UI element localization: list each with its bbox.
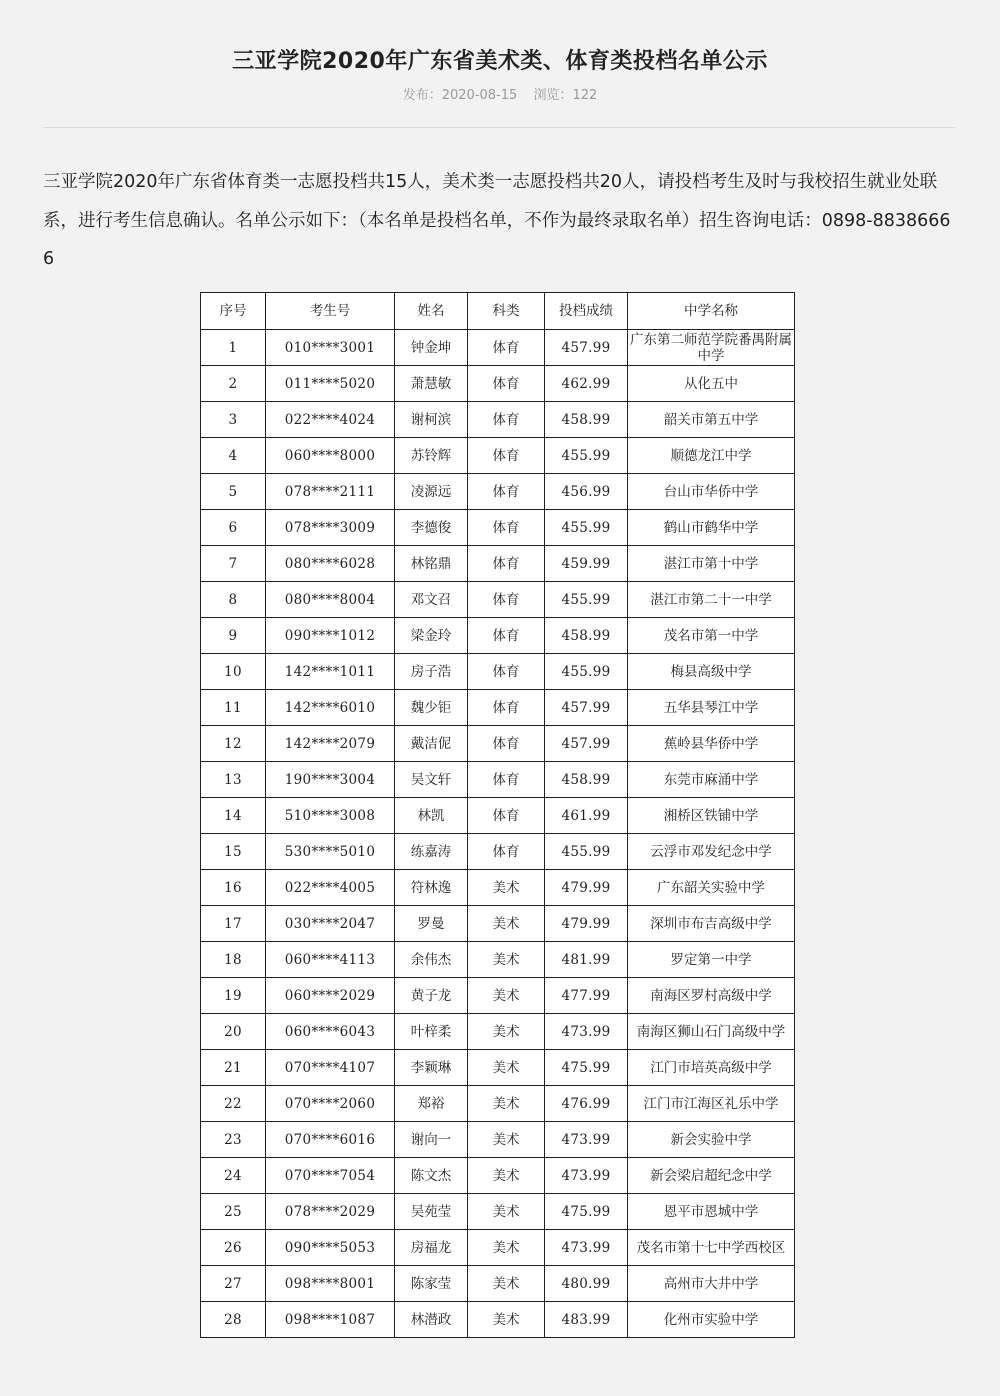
table-row (201, 546, 795, 582)
student-name-cell: 林凯 (395, 798, 468, 834)
score-cell: 455.99 (545, 654, 628, 690)
score-cell: 480.99 (545, 1266, 628, 1302)
student-name-cell: 李颖琳 (395, 1050, 468, 1086)
school-name-cell: 罗定第一中学 (628, 942, 795, 978)
student-name-cell: 吴苑莹 (395, 1194, 468, 1230)
table-row (201, 870, 795, 906)
exam-number-cell: 098****8001 (266, 1266, 395, 1302)
exam-number-cell: 030****2047 (266, 906, 395, 942)
table-row (201, 366, 795, 402)
category-cell: 体育 (468, 366, 545, 402)
exam-number-cell: 078****2029 (266, 1194, 395, 1230)
row-index-cell: 17 (201, 906, 266, 942)
exam-number-cell: 070****4107 (266, 1050, 395, 1086)
category-cell: 体育 (468, 690, 545, 726)
category-cell: 美术 (468, 942, 545, 978)
score-cell: 455.99 (545, 438, 628, 474)
category-cell: 体育 (468, 438, 545, 474)
header-cell: 科类 (468, 293, 545, 330)
score-cell: 455.99 (545, 510, 628, 546)
student-name-cell: 陈文杰 (395, 1158, 468, 1194)
category-cell: 美术 (468, 1230, 545, 1266)
row-index-cell: 6 (201, 510, 266, 546)
school-name-cell: 鹤山市鹤华中学 (628, 510, 795, 546)
row-index-cell: 21 (201, 1050, 266, 1086)
score-cell: 473.99 (545, 1230, 628, 1266)
score-cell: 477.99 (545, 978, 628, 1014)
view-count: 浏览：122 (533, 88, 598, 103)
student-name-cell: 戴洁伲 (395, 726, 468, 762)
row-index-cell: 20 (201, 1014, 266, 1050)
score-cell: 456.99 (545, 474, 628, 510)
student-name-cell: 房子浩 (395, 654, 468, 690)
school-name-cell: 湘桥区铁铺中学 (628, 798, 795, 834)
table-row (201, 402, 795, 438)
category-cell: 体育 (468, 474, 545, 510)
category-cell: 体育 (468, 402, 545, 438)
exam-number-cell: 142****6010 (266, 690, 395, 726)
category-cell: 体育 (468, 330, 545, 366)
score-cell: 457.99 (545, 690, 628, 726)
score-cell: 476.99 (545, 1086, 628, 1122)
admission-table-container (200, 292, 795, 1338)
school-name-cell: 茂名市第一中学 (628, 618, 795, 654)
exam-number-cell: 060****8000 (266, 438, 395, 474)
row-index-cell: 2 (201, 366, 266, 402)
school-name-cell: 东莞市麻涌中学 (628, 762, 795, 798)
student-name-cell: 林铭鼎 (395, 546, 468, 582)
table-row (201, 906, 795, 942)
category-cell: 美术 (468, 1050, 545, 1086)
school-name-cell: 化州市实验中学 (628, 1302, 795, 1338)
exam-number-cell: 022****4005 (266, 870, 395, 906)
score-cell: 473.99 (545, 1014, 628, 1050)
exam-number-cell: 090****5053 (266, 1230, 395, 1266)
page-title: 三亚学院2020年广东省美术类、体育类投档名单公示 (232, 49, 768, 74)
student-name-cell: 钟金坤 (395, 330, 468, 366)
table-row (201, 1050, 795, 1086)
table-row (201, 1302, 795, 1338)
school-name-cell: 江门市江海区礼乐中学 (628, 1086, 795, 1122)
row-index-cell: 18 (201, 942, 266, 978)
table-row (201, 762, 795, 798)
exam-number-cell: 070****2060 (266, 1086, 395, 1122)
school-name-cell: 五华县琴江中学 (628, 690, 795, 726)
score-cell: 475.99 (545, 1194, 628, 1230)
table-row (201, 618, 795, 654)
row-index-cell: 9 (201, 618, 266, 654)
school-name-cell: 南海区狮山石门高级中学 (628, 1014, 795, 1050)
category-cell: 美术 (468, 1194, 545, 1230)
exam-number-cell: 060****2029 (266, 978, 395, 1014)
exam-number-cell: 011****5020 (266, 366, 395, 402)
header-cell: 姓名 (395, 293, 468, 330)
exam-number-cell: 090****1012 (266, 618, 395, 654)
score-cell: 461.99 (545, 798, 628, 834)
category-cell: 美术 (468, 1302, 545, 1338)
school-name-cell: 新会实验中学 (628, 1122, 795, 1158)
school-name-cell: 深圳市布吉高级中学 (628, 906, 795, 942)
student-name-cell: 萧慧敏 (395, 366, 468, 402)
score-cell: 459.99 (545, 546, 628, 582)
score-cell: 457.99 (545, 726, 628, 762)
table-row (201, 438, 795, 474)
score-cell: 473.99 (545, 1158, 628, 1194)
category-cell: 美术 (468, 1122, 545, 1158)
category-cell: 体育 (468, 834, 545, 870)
divider (43, 127, 955, 128)
score-cell: 475.99 (545, 1050, 628, 1086)
score-cell: 455.99 (545, 582, 628, 618)
row-index-cell: 22 (201, 1086, 266, 1122)
row-index-cell: 13 (201, 762, 266, 798)
score-cell: 455.99 (545, 834, 628, 870)
student-name-cell: 林潜政 (395, 1302, 468, 1338)
row-index-cell: 5 (201, 474, 266, 510)
student-name-cell: 魏少钜 (395, 690, 468, 726)
exam-number-cell: 098****1087 (266, 1302, 395, 1338)
row-index-cell: 23 (201, 1122, 266, 1158)
exam-number-cell: 070****7054 (266, 1158, 395, 1194)
category-cell: 美术 (468, 870, 545, 906)
exam-number-cell: 070****6016 (266, 1122, 395, 1158)
row-index-cell: 4 (201, 438, 266, 474)
exam-number-cell: 078****3009 (266, 510, 395, 546)
student-name-cell: 谢柯滨 (395, 402, 468, 438)
student-name-cell: 房福龙 (395, 1230, 468, 1266)
category-cell: 美术 (468, 1266, 545, 1302)
row-index-cell: 3 (201, 402, 266, 438)
exam-number-cell: 010****3001 (266, 330, 395, 366)
table-row (201, 654, 795, 690)
category-cell: 体育 (468, 546, 545, 582)
table-row (201, 1014, 795, 1050)
category-cell: 体育 (468, 618, 545, 654)
category-cell: 体育 (468, 582, 545, 618)
category-cell: 体育 (468, 510, 545, 546)
exam-number-cell: 142****2079 (266, 726, 395, 762)
category-cell: 美术 (468, 1014, 545, 1050)
student-name-cell: 郑裕 (395, 1086, 468, 1122)
table-row (201, 690, 795, 726)
score-cell: 458.99 (545, 618, 628, 654)
score-cell: 479.99 (545, 906, 628, 942)
table-row (201, 834, 795, 870)
school-name-cell: 从化五中 (628, 366, 795, 402)
score-cell: 473.99 (545, 1122, 628, 1158)
table-row (201, 1194, 795, 1230)
exam-number-cell: 060****6043 (266, 1014, 395, 1050)
category-cell: 体育 (468, 762, 545, 798)
school-name-cell: 湛江市第二十一中学 (628, 582, 795, 618)
student-name-cell: 李德俊 (395, 510, 468, 546)
header-cell: 序号 (201, 293, 266, 330)
score-cell: 483.99 (545, 1302, 628, 1338)
exam-number-cell: 530****5010 (266, 834, 395, 870)
school-name-cell: 恩平市恩城中学 (628, 1194, 795, 1230)
student-name-cell: 黄子龙 (395, 978, 468, 1014)
school-name-cell: 高州市大井中学 (628, 1266, 795, 1302)
table-row (201, 1266, 795, 1302)
row-index-cell: 11 (201, 690, 266, 726)
student-name-cell: 练嘉涛 (395, 834, 468, 870)
student-name-cell: 谢向一 (395, 1122, 468, 1158)
row-index-cell: 28 (201, 1302, 266, 1338)
exam-number-cell: 142****1011 (266, 654, 395, 690)
row-index-cell: 27 (201, 1266, 266, 1302)
exam-number-cell: 510****3008 (266, 798, 395, 834)
table-row (201, 798, 795, 834)
row-index-cell: 1 (201, 330, 266, 366)
category-cell: 体育 (468, 726, 545, 762)
row-index-cell: 10 (201, 654, 266, 690)
school-name-cell: 新会梁启超纪念中学 (628, 1158, 795, 1194)
row-index-cell: 14 (201, 798, 266, 834)
category-cell: 美术 (468, 906, 545, 942)
table-row (201, 726, 795, 762)
table-row (201, 1230, 795, 1266)
admission-table (200, 292, 795, 1338)
row-index-cell: 26 (201, 1230, 266, 1266)
score-cell: 458.99 (545, 762, 628, 798)
exam-number-cell: 060****4113 (266, 942, 395, 978)
school-name-cell: 蕉岭县华侨中学 (628, 726, 795, 762)
score-cell: 462.99 (545, 366, 628, 402)
table-row (201, 474, 795, 510)
row-index-cell: 15 (201, 834, 266, 870)
school-name-cell: 顺德龙江中学 (628, 438, 795, 474)
table-row (201, 1158, 795, 1194)
student-name-cell: 余伟杰 (395, 942, 468, 978)
school-name-cell: 梅县高级中学 (628, 654, 795, 690)
intro-paragraph: 三亚学院2020年广东省体育类一志愿投档共15人，美术类一志愿投档共20人，请投档考生及时与我校招生就业处联系，进行考生信息确认。名单公示如下：（本名单是投档名单，不作为最终录取名单）招生咨询电话：0898-88386666 (43, 172, 951, 269)
row-index-cell: 7 (201, 546, 266, 582)
student-name-cell: 凌源远 (395, 474, 468, 510)
student-name-cell: 叶梓柔 (395, 1014, 468, 1050)
article-meta (0, 84, 1000, 103)
row-index-cell: 12 (201, 726, 266, 762)
row-index-cell: 19 (201, 978, 266, 1014)
row-index-cell: 16 (201, 870, 266, 906)
school-name-cell: 广东韶关实验中学 (628, 870, 795, 906)
student-name-cell: 符林逸 (395, 870, 468, 906)
table-row (201, 978, 795, 1014)
category-cell: 美术 (468, 978, 545, 1014)
exam-number-cell: 080****8004 (266, 582, 395, 618)
school-name-cell: 湛江市第十中学 (628, 546, 795, 582)
school-name-cell: 云浮市邓发纪念中学 (628, 834, 795, 870)
row-index-cell: 25 (201, 1194, 266, 1230)
table-header-row (201, 293, 795, 330)
student-name-cell: 邓文召 (395, 582, 468, 618)
score-cell: 457.99 (545, 330, 628, 366)
student-name-cell: 罗曼 (395, 906, 468, 942)
school-name-cell: 台山市华侨中学 (628, 474, 795, 510)
exam-number-cell: 022****4024 (266, 402, 395, 438)
score-cell: 458.99 (545, 402, 628, 438)
table-row (201, 510, 795, 546)
student-name-cell: 吴文轩 (395, 762, 468, 798)
school-name-cell: 茂名市第十七中学西校区 (628, 1230, 795, 1266)
category-cell: 体育 (468, 654, 545, 690)
school-name-cell: 江门市培英高级中学 (628, 1050, 795, 1086)
publish-date: 发布：2020-08-15 (402, 88, 518, 103)
exam-number-cell: 080****6028 (266, 546, 395, 582)
school-name-cell: 广东第二师范学院番禺附属中学 (628, 330, 795, 366)
score-cell: 481.99 (545, 942, 628, 978)
header-cell: 考生号 (266, 293, 395, 330)
student-name-cell: 苏铃辉 (395, 438, 468, 474)
category-cell: 美术 (468, 1158, 545, 1194)
exam-number-cell: 190****3004 (266, 762, 395, 798)
school-name-cell: 南海区罗村高级中学 (628, 978, 795, 1014)
table-row (201, 1122, 795, 1158)
row-index-cell: 24 (201, 1158, 266, 1194)
header-cell: 投档成绩 (545, 293, 628, 330)
table-row (201, 942, 795, 978)
exam-number-cell: 078****2111 (266, 474, 395, 510)
student-name-cell: 梁金玲 (395, 618, 468, 654)
row-index-cell: 8 (201, 582, 266, 618)
category-cell: 美术 (468, 1086, 545, 1122)
table-row (201, 582, 795, 618)
header-cell: 中学名称 (628, 293, 795, 330)
table-row (201, 330, 795, 366)
student-name-cell: 陈家莹 (395, 1266, 468, 1302)
category-cell: 体育 (468, 798, 545, 834)
school-name-cell: 韶关市第五中学 (628, 402, 795, 438)
score-cell: 479.99 (545, 870, 628, 906)
table-row (201, 1086, 795, 1122)
